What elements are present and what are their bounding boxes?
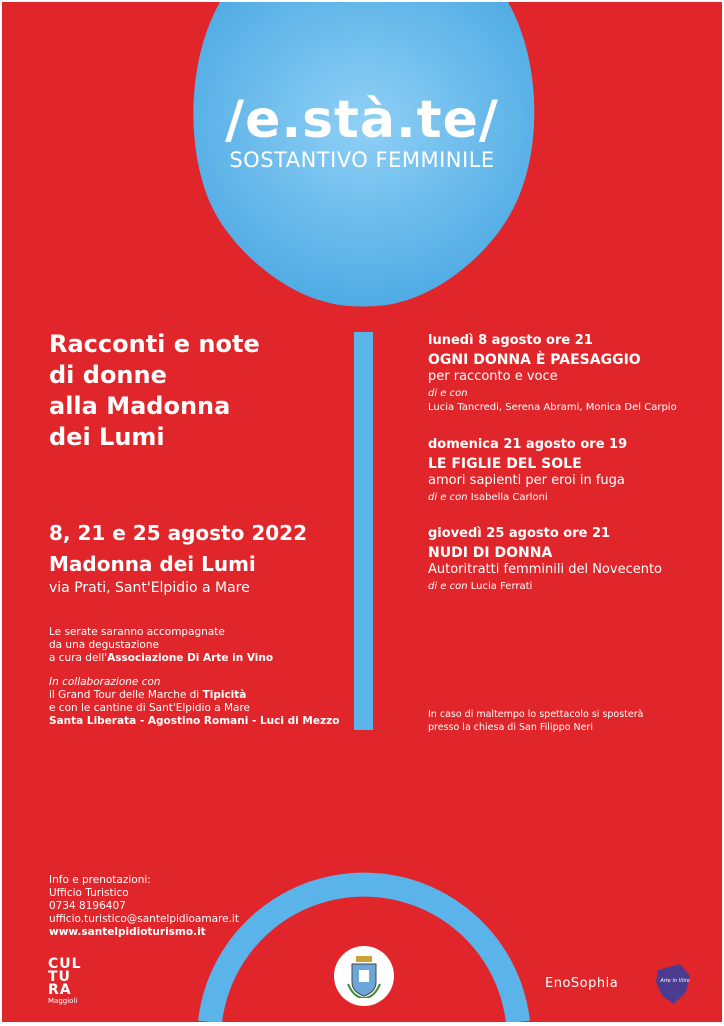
poster xyxy=(2,2,722,1022)
event-1: lunedì 8 agosto ore 21 OGNI DONNA È PAESAGGIO per racconto e voce di e con Lucia Tancredi, Serena Abrami, Monica Del Carpio xyxy=(428,333,677,413)
municipal-crest xyxy=(334,946,394,1006)
phone-number: 0734 8196407 xyxy=(49,900,126,912)
headline: Racconti e note di donne alla Madonna dei Lumi xyxy=(49,330,260,451)
event-dates: 8, 21 e 25 agosto 2022 xyxy=(49,521,307,545)
email-link[interactable]: ufficio.turistico@santelpidioamare.it xyxy=(49,913,239,925)
collaboration-note: In collaborazione con il Grand Tour delle Marche di Tipicità e con le cantine di Sant'Elpidio a Mare Santa Liberata - Agostino Romani - Luci di Mezzo xyxy=(49,676,340,727)
info-block: Info e prenotazioni: Ufficio Turistico 0734 8196407 ufficio.turistico@santelpidioamare.it www.santelpidioturismo.it xyxy=(49,874,239,938)
page-title: /e.stà.te/ xyxy=(225,90,499,150)
weather-note: In caso di maltempo lo spettacolo si sposterà presso la chiesa di San Filippo Neri xyxy=(428,709,644,733)
tasting-note: Le serate saranno accompagnate da una degustazione a cura dell'Associazione Di Arte in Vino xyxy=(49,626,274,664)
venue-name: Madonna dei Lumi xyxy=(49,552,256,576)
cultura-logo: CUL TU RA Maggioli xyxy=(48,956,82,1005)
enosophia-logo: EnoSophia xyxy=(545,976,619,991)
crest-icon xyxy=(346,954,382,998)
arte-in-vino-logo: Arte in Vino xyxy=(654,962,694,1010)
event-3: giovedì 25 agosto ore 21 NUDI DI DONNA Autoritratti femminili del Novecento di e con Lucia Ferrati xyxy=(428,526,663,592)
wine-region-icon xyxy=(654,962,694,1006)
website-link[interactable]: www.santelpidioturismo.it xyxy=(49,926,206,938)
event-2: domenica 21 agosto ore 19 LE FIGLIE DEL SOLE amori sapienti per eroi in fuga di e con Isabella Carloni xyxy=(428,437,628,503)
page-subtitle: SOSTANTIVO FEMMINILE xyxy=(229,148,495,172)
glass-base-ring xyxy=(2,2,722,1022)
venue-address: via Prati, Sant'Elpidio a Mare xyxy=(49,580,250,596)
